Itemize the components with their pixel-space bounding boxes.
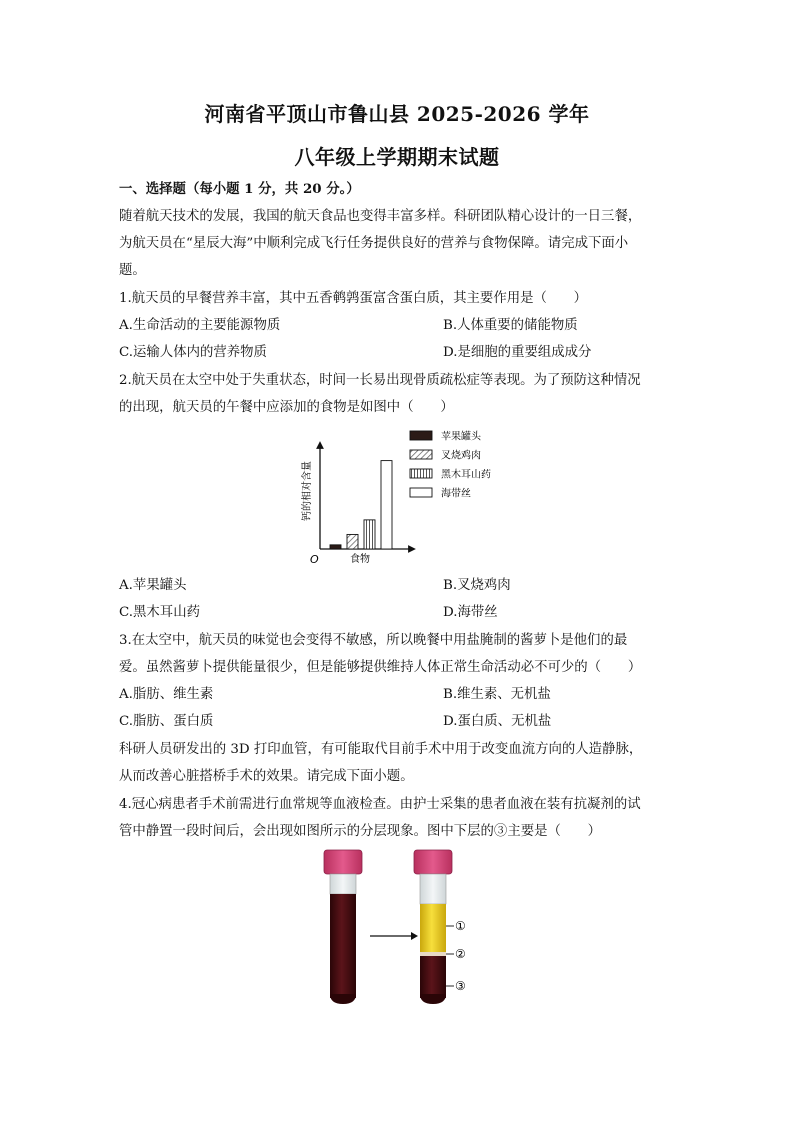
arrow-icon (370, 932, 418, 940)
q2-option-b: B.叉烧鸡肉 (443, 578, 511, 593)
blood-tube-figure (318, 848, 488, 1008)
exam-title-line1: 河南省平顶山市鲁山县 2025-2026 学年 (204, 102, 590, 126)
q3-option-c: C.脂肪、蛋白质 (119, 714, 214, 729)
bar-1 (330, 545, 341, 549)
intro2-line2: 从而改善心脏搭桥手术的效果。请完成下面小题。 (119, 769, 414, 784)
section-heading: 一、选择题（每小题 1 分，共 20 分。） (119, 181, 360, 197)
legend-label-2: 叉烧鸡肉 (441, 450, 481, 462)
legend-swatch-1 (410, 431, 432, 440)
legend-swatch-4 (410, 488, 432, 497)
q1-option-d: D.是细胞的重要组成成分 (443, 345, 592, 360)
q1-option-a: A.生命活动的主要能源物质 (119, 318, 281, 333)
legend-label-1: 苹果罐头 (441, 431, 481, 443)
exam-title-line2: 八年级上学期期末试题 (294, 145, 500, 169)
q3-option-a: A.脂肪、维生素 (119, 687, 214, 702)
chart-legend (410, 430, 491, 500)
chart-y-axis-label: 钙的相对含量 (302, 461, 313, 521)
intro1-line2: 为航天员在“星辰大海”中顺利完成飞行任务提供良好的营养与食物保障。请完成下面小 (119, 236, 629, 251)
q2-option-c: C.黑木耳山药 (119, 605, 200, 620)
intro2-line1: 科研人员研发出的 3D 打印血管，有可能取代目前手术中用于改变血流方向的人造静脉， (119, 742, 643, 757)
q1-stem: 1.航天员的早餐营养丰富，其中五香鹌鹑蛋富含蛋白质，其主要作用是（ ） (119, 291, 588, 306)
bar-3 (364, 520, 375, 549)
q3-stem-line1: 3.在太空中，航天员的味觉也会变得不敏感，所以晚餐中用盐腌制的酱萝卜是他们的最 (119, 633, 628, 648)
legend-label-4: 海带丝 (441, 488, 471, 500)
legend-swatch-3 (410, 469, 432, 478)
unseparated-blood-tube (324, 850, 362, 1004)
q4-stem-line2: 管中静置一段时间后，会出现如图所示的分层现象。图中下层的③主要是（ ） (119, 824, 602, 839)
q3-option-d: D.蛋白质、无机盐 (443, 714, 552, 729)
bar-4 (381, 461, 392, 549)
intro1-line3: 题。 (119, 263, 146, 278)
q1-option-b: B.人体重要的储能物质 (443, 318, 578, 333)
tube-label-3: ③ (455, 979, 466, 993)
bar-2 (347, 534, 358, 549)
q2-option-d: D.海带丝 (443, 605, 498, 620)
tube-label-1: ① (455, 919, 466, 933)
chart-bars (330, 461, 392, 549)
q1-option-c: C.运输人体内的营养物质 (119, 345, 267, 360)
tube-label-2: ② (455, 947, 466, 961)
q3-stem-line2: 爱。虽然酱萝卜提供能量很少，但是能够提供维持人体正常生命活动必不可少的（ ） (119, 660, 642, 675)
calcium-bar-chart (290, 425, 510, 573)
legend-swatch-2 (410, 450, 432, 459)
legend-label-3: 黑木耳山药 (441, 469, 491, 481)
q3-option-b: B.维生素、无机盐 (443, 687, 551, 702)
chart-x-axis-label: 食物 (350, 554, 370, 565)
q4-stem-line1: 4.冠心病患者手术前需进行血常规等血液检查。由护士采集的患者血液在装有抗凝剂的试 (119, 797, 641, 812)
q2-option-a: A.苹果罐头 (119, 578, 187, 593)
q2-stem-line1: 2.航天员在太空中处于失重状态，时间一长易出现骨质疏松症等表现。为了预防这种情况 (119, 373, 641, 388)
chart-origin-label: O (310, 553, 319, 566)
q2-stem-line2: 的出现，航天员的午餐中应添加的食物是如图中（ ） (119, 400, 454, 415)
intro1-line1: 随着航天技术的发展，我国的航天食品也变得丰富多样。科研团队精心设计的一日三餐， (119, 209, 642, 224)
separated-blood-tube (414, 850, 452, 1004)
